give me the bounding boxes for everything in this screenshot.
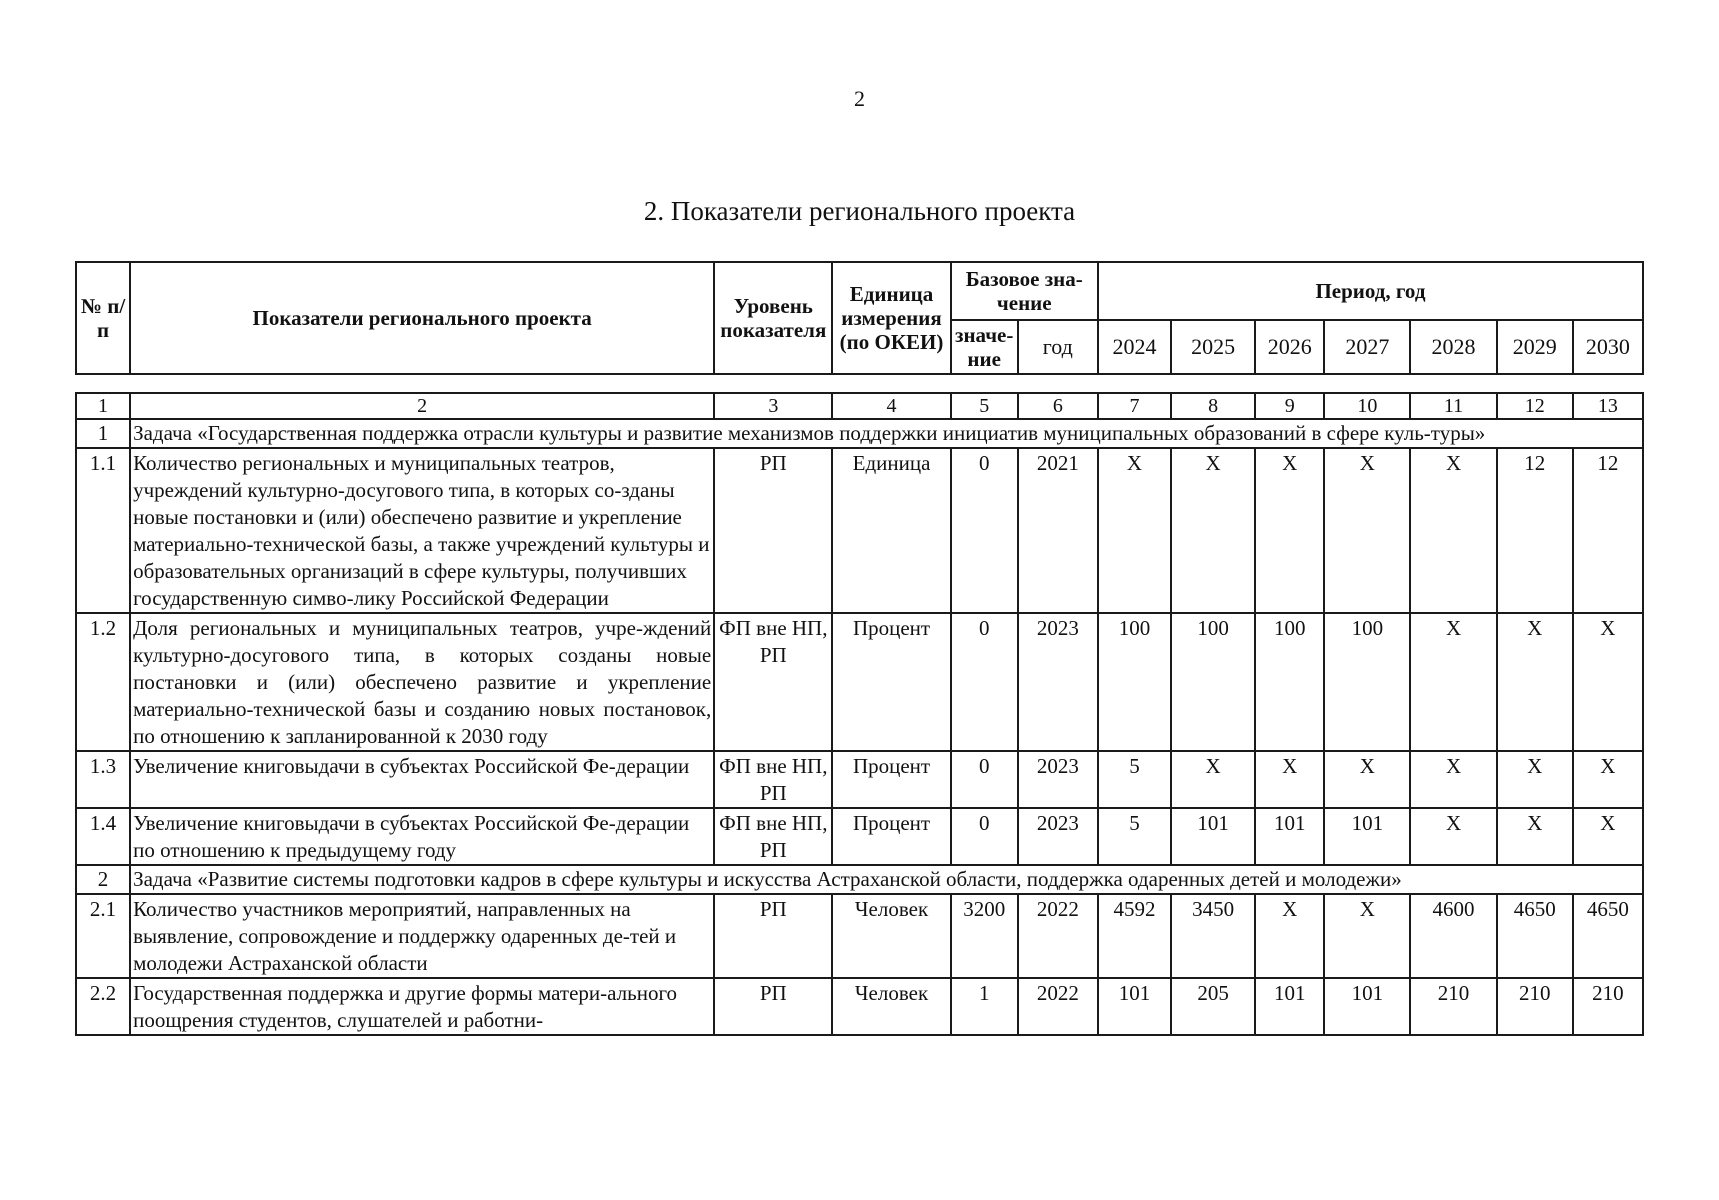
column-number: 2 [130,393,714,419]
year-value: X [1255,894,1324,978]
year-value: 100 [1324,613,1410,751]
year-value: X [1497,751,1573,808]
header-period: Период, год [1098,262,1643,320]
year-value: 205 [1171,978,1255,1035]
base-year: 2022 [1018,978,1098,1035]
indicator-unit: Человек [832,978,950,1035]
base-value: 0 [951,448,1018,613]
page-number: 2 [854,86,865,111]
year-value: 210 [1497,978,1573,1035]
indicators-table [75,392,1644,1036]
header-year: 2029 [1497,320,1573,374]
base-year: 2023 [1018,808,1098,865]
year-value: X [1255,448,1324,613]
indicator-unit: Единица [832,448,950,613]
year-value: 210 [1573,978,1643,1035]
column-number: 9 [1255,393,1324,419]
column-number: 8 [1171,393,1255,419]
year-value: X [1324,894,1410,978]
column-number: 1 [76,393,130,419]
column-number: 6 [1018,393,1098,419]
base-value: 0 [951,808,1018,865]
year-value: 100 [1098,613,1171,751]
base-year: 2022 [1018,894,1098,978]
header-year: 2024 [1098,320,1171,374]
column-number: 13 [1573,393,1643,419]
table-row [76,894,1643,978]
indicator-unit: Процент [832,613,950,751]
year-value: 3450 [1171,894,1255,978]
table-row [76,613,1643,751]
row-number: 1.3 [76,751,130,808]
year-value: X [1171,448,1255,613]
year-value: 4650 [1497,894,1573,978]
header-base-value: значе-ние [951,320,1018,374]
year-value: 101 [1255,978,1324,1035]
task-number: 2 [76,865,130,894]
indicator-name: Количество региональных и муниципальных театров, учреждений культурно-досугового типа, в которых со-зданы новые постановки и (или) обеспечено развитие и укрепление материально-технической базы, а также учреждений культуры и образовательных организаций в сфере культуры, получивших государственную симво-лику Российской Федерации [130,448,714,613]
header-base-year: год [1018,320,1098,374]
year-value: X [1410,751,1496,808]
year-value: X [1324,448,1410,613]
year-value: X [1497,613,1573,751]
indicator-name: Количество участников мероприятий, направленных на выявление, сопровождение и поддержку одаренных де-тей и молодежи Астраханской области [130,894,714,978]
year-value: 101 [1098,978,1171,1035]
base-value: 0 [951,751,1018,808]
row-number: 1.4 [76,808,130,865]
task-number: 1 [76,419,130,448]
year-value: 210 [1410,978,1496,1035]
column-number: 10 [1324,393,1410,419]
header-indicator: Показатели регионального проекта [130,262,714,374]
indicator-name: Увеличение книговыдачи в субъектах Российской Фе-дерации по отношению к предыдущему году [130,808,714,865]
indicator-level: ФП вне НП, РП [714,751,832,808]
year-value: 4650 [1573,894,1643,978]
task-row [76,865,1643,894]
year-value: 5 [1098,808,1171,865]
base-year: 2023 [1018,613,1098,751]
section-title: 2. Показатели регионального проекта [643,196,1076,226]
column-number: 7 [1098,393,1171,419]
task-text: Задача «Развитие системы подготовки кадров в сфере культуры и искусства Астраханской области, поддержка одаренных детей и молодежи» [130,865,1643,894]
indicator-name: Доля региональных и муниципальных театров, учре-ждений культурно-досугового типа, в которых созданы новые постановки и (или) обеспечено развитие и укрепление материально-технической базы и созданию новых постановок, по отношению к запланированной к 2030 году [130,613,714,751]
year-value: 5 [1098,751,1171,808]
row-number: 2.2 [76,978,130,1035]
year-value: 100 [1171,613,1255,751]
base-year: 2023 [1018,751,1098,808]
header-level: Уровень показателя [714,262,832,374]
year-value: X [1098,448,1171,613]
base-value: 1 [951,978,1018,1035]
table-row [76,448,1643,613]
indicator-level: РП [714,894,832,978]
year-value: X [1171,751,1255,808]
year-value: X [1573,808,1643,865]
column-number: 12 [1497,393,1573,419]
row-number: 2.1 [76,894,130,978]
indicator-unit: Человек [832,894,950,978]
indicator-name: Увеличение книговыдачи в субъектах Российской Фе-дерации [130,751,714,808]
header-unit: Единица измерения (по ОКЕИ) [832,262,950,374]
column-number: 4 [832,393,950,419]
header-year: 2026 [1255,320,1324,374]
year-value: 101 [1324,978,1410,1035]
header-num: № п/п [76,262,130,374]
column-number: 11 [1410,393,1496,419]
year-value: 4600 [1410,894,1496,978]
header-year: 2025 [1171,320,1255,374]
base-value: 3200 [951,894,1018,978]
column-number: 5 [951,393,1018,419]
header-year: 2027 [1324,320,1410,374]
year-value: X [1573,751,1643,808]
row-number: 1.2 [76,613,130,751]
header-base: Базовое зна-чение [951,262,1098,320]
row-number: 1.1 [76,448,130,613]
year-value: 12 [1497,448,1573,613]
year-value: 12 [1573,448,1643,613]
table-header [75,261,1644,375]
task-text: Задача «Государственная поддержка отрасли культуры и развитие механизмов поддержки инициатив муниципальных образований в сфере куль-туры» [130,419,1643,448]
indicator-level: ФП вне НП, РП [714,808,832,865]
year-value: X [1497,808,1573,865]
year-value: 101 [1324,808,1410,865]
year-value: X [1410,448,1496,613]
indicator-unit: Процент [832,808,950,865]
year-value: 101 [1255,808,1324,865]
table-row [76,751,1643,808]
year-value: X [1410,613,1496,751]
year-value: 100 [1255,613,1324,751]
indicator-name: Государственная поддержка и другие формы матери-ального поощрения студентов, слушателей и работни- [130,978,714,1035]
indicator-level: ФП вне НП, РП [714,613,832,751]
year-value: X [1255,751,1324,808]
year-value: 4592 [1098,894,1171,978]
base-value: 0 [951,613,1018,751]
column-number: 3 [714,393,832,419]
year-value: 101 [1171,808,1255,865]
base-year: 2021 [1018,448,1098,613]
header-year: 2030 [1573,320,1643,374]
year-value: X [1410,808,1496,865]
table-row [76,978,1643,1035]
task-row [76,419,1643,448]
year-value: X [1573,613,1643,751]
column-numbers-row [76,393,1643,419]
table-row [76,808,1643,865]
header-year: 2028 [1410,320,1496,374]
indicator-level: РП [714,448,832,613]
indicator-unit: Процент [832,751,950,808]
year-value: X [1324,751,1410,808]
indicator-level: РП [714,978,832,1035]
